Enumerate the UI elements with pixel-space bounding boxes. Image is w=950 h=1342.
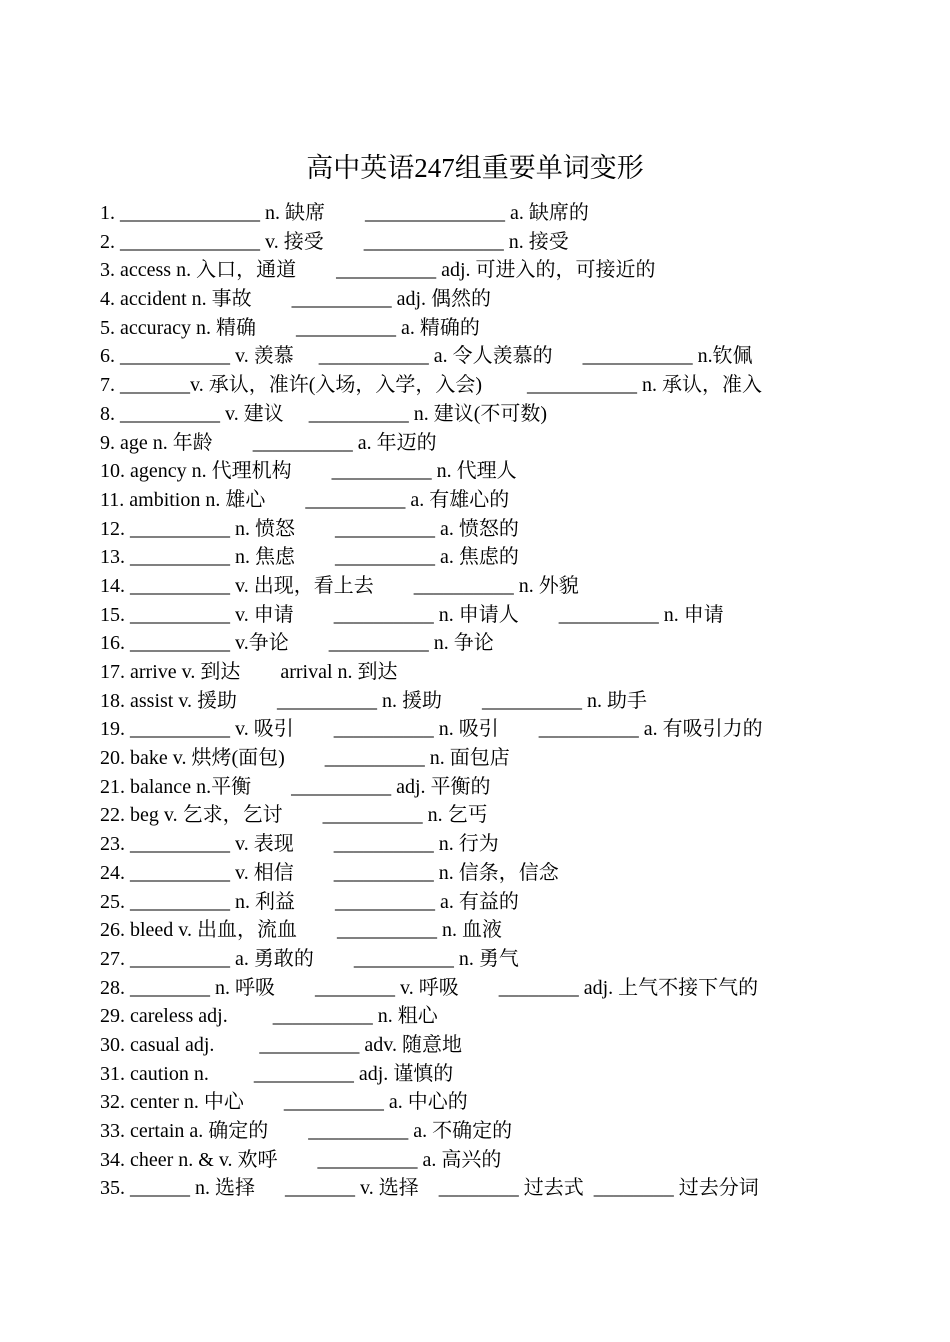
vocab-line-30: 30. casual adj. __________ adv. 随意地 — [100, 1033, 462, 1056]
vocab-line-16: 16. __________ v.争论 __________ n. 争论 — [100, 632, 494, 655]
vocab-line-23: 23. __________ v. 表现 __________ n. 行为 — [100, 833, 499, 856]
vocab-line-28: 28. ________ n. 呼吸 ________ v. 呼吸 ________ adj. 上气不接下气的 — [100, 976, 759, 999]
vocab-line-3: 3. access n. 入口，通道 __________ adj. 可进入的，可接近的 — [100, 259, 656, 282]
document-title: 高中英语247组重要单词变形 — [306, 153, 644, 183]
vocab-line-8: 8. __________ v. 建议 __________ n. 建议(不可数) — [100, 402, 548, 425]
vocab-line-12: 12. __________ n. 愤怒 __________ a. 愤怒的 — [100, 517, 519, 540]
vocab-line-31: 31. caution n. __________ adj. 谨慎的 — [100, 1062, 454, 1085]
vocab-line-34: 34. cheer n. & v. 欢呼 __________ a. 高兴的 — [100, 1148, 502, 1171]
vocab-line-15: 15. __________ v. 申请 __________ n. 申请人 __________ n. 申请 — [100, 603, 724, 626]
vocab-line-9: 9. age n. 年龄 __________ a. 年迈的 — [100, 431, 437, 454]
vocabulary-list — [100, 199, 920, 1203]
vocab-line-6: 6. ___________ v. 羡慕 ___________ a. 令人羡慕的 ___________ n.钦佩 — [100, 345, 753, 368]
vocab-line-32: 32. center n. 中心 __________ a. 中心的 — [100, 1091, 468, 1114]
vocab-line-1: 1. ______________ n. 缺席 ______________ a. 缺席的 — [100, 202, 589, 224]
vocab-line-2: 2. ______________ v. 接受 ______________ n. 接受 — [100, 230, 569, 253]
vocab-line-33: 33. certain a. 确定的 __________ a. 不确定的 — [100, 1120, 513, 1142]
vocab-line-14: 14. __________ v. 出现，看上去 __________ n. 外貌 — [100, 574, 579, 597]
vocab-line-25: 25. __________ n. 利益 __________ a. 有益的 — [100, 890, 519, 913]
vocab-line-11: 11. ambition n. 雄心 __________ a. 有雄心的 — [100, 488, 510, 511]
vocab-line-20: 20. bake v. 烘烤(面包) __________ n. 面包店 — [100, 747, 510, 770]
vocab-line-18: 18. assist v. 援助 __________ n. 援助 __________ n. 助手 — [100, 689, 648, 712]
vocab-line-19: 19. __________ v. 吸引 __________ n. 吸引 __________ a. 有吸引力的 — [100, 718, 763, 741]
vocab-line-27: 27. __________ a. 勇敢的 __________ n. 勇气 — [100, 947, 519, 970]
vocab-line-10: 10. agency n. 代理机构 __________ n. 代理人 — [100, 460, 517, 483]
vocab-line-22: 22. beg v. 乞求，乞讨 __________ n. 乞丐 — [100, 804, 488, 827]
vocab-line-7: 7. _______v. 承认，准许(入场，入学，入会) ___________ n. 承认，准入 — [100, 374, 763, 397]
vocab-line-13: 13. __________ n. 焦虑 __________ a. 焦虑的 — [100, 546, 519, 569]
vocab-line-26: 26. bleed v. 出血，流血 __________ n. 血液 — [100, 919, 503, 942]
vocab-line-35: 35. ______ n. 选择 _______ v. 选择 ________ 过去式 ________ 过去分词 — [100, 1177, 759, 1200]
vocab-line-17: 17. arrive v. 到达 arrival n. 到达 — [100, 661, 398, 683]
vocab-line-24: 24. __________ v. 相信 __________ n. 信条，信念 — [100, 861, 559, 884]
vocab-line-29: 29. careless adj. __________ n. 粗心 — [100, 1005, 438, 1028]
vocab-line-4: 4. accident n. 事故 __________ adj. 偶然的 — [100, 288, 492, 311]
vocab-line-21: 21. balance n.平衡 __________ adj. 平衡的 — [100, 775, 491, 798]
vocab-line-5: 5. accuracy n. 精确 __________ a. 精确的 — [100, 316, 480, 339]
